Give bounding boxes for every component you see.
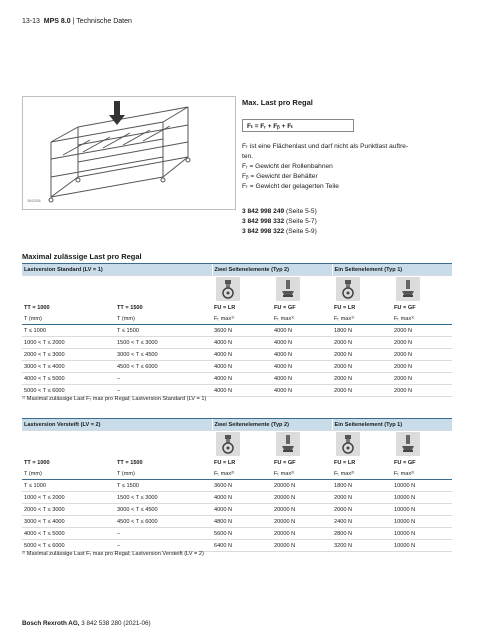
table-cell: 4000 N (272, 337, 332, 349)
load-table-stiffened (22, 418, 452, 552)
table-row (22, 492, 452, 504)
table-cell: 3600 N (212, 325, 272, 337)
column-header: Fₜ max²⁾ (392, 468, 452, 480)
table-cell: 2000 N (392, 385, 452, 397)
caster-wheel-icon (216, 277, 240, 301)
table-cell: 2000 N (332, 361, 392, 373)
table-cell: 20000 N (272, 504, 332, 516)
description-line: ten. (242, 153, 253, 160)
page-number: 13-13 (22, 18, 40, 25)
column-header: T (mm) (22, 468, 115, 480)
table-cell: 6400 N (212, 540, 272, 552)
table-row (22, 540, 452, 552)
icon-cell (212, 431, 272, 458)
table-row (22, 373, 452, 385)
section-title: Maximal zulässige Last pro Regal (22, 252, 142, 261)
table-cell: 4000 N (212, 504, 272, 516)
table-footnote: ²⁾ Maximal zulässige Last Fₜ max pro Regal; Lastversion Versteift (LV = 2) (22, 551, 204, 557)
part-references (242, 207, 317, 237)
table-cell: 10000 N (392, 540, 452, 552)
table-cell: 2000 N (332, 337, 392, 349)
table-row (22, 337, 452, 349)
column-header: FU = LR (214, 459, 236, 466)
table-cell: 4000 N (212, 492, 272, 504)
table-cell: 2400 N (332, 516, 392, 528)
table-cell: 2000 N (332, 373, 392, 385)
table-cell: 20000 N (272, 480, 332, 492)
column-header: T (mm) (115, 468, 212, 480)
table-cell: – (115, 528, 212, 540)
table-cell: – (115, 373, 212, 385)
table-cell: 4000 N (272, 361, 332, 373)
table-cell: 4000 N (212, 337, 272, 349)
caster-wheel-icon (336, 432, 360, 456)
column-header: Fₜ max¹⁾ (212, 313, 272, 325)
table-cell: 2000 N (332, 349, 392, 361)
part-number[interactable]: 3 842 998 332 (242, 218, 285, 225)
empty-cell (115, 431, 212, 458)
table-cell: 1500 < T ≤ 3000 (115, 492, 212, 504)
table-cell: 5000 < T ≤ 6000 (22, 540, 115, 552)
table-cell: 20000 N (272, 540, 332, 552)
table-cell: 10000 N (392, 492, 452, 504)
leveling-foot-icon (396, 432, 420, 456)
table-cell: 4000 N (212, 361, 272, 373)
shelf-drawing-icon (23, 97, 235, 209)
leveling-foot-icon (396, 277, 420, 301)
table-cell: 2000 N (392, 325, 452, 337)
table-cell: 4000 N (212, 385, 272, 397)
column-header: T (mm) (22, 313, 115, 325)
table-cell: 5000 < T ≤ 6000 (22, 385, 115, 397)
part-reference (242, 227, 317, 237)
table-cell: 4000 N (212, 373, 272, 385)
table-cell: 3000 < T ≤ 4000 (22, 361, 115, 373)
table-cell: 5600 N (212, 528, 272, 540)
part-number[interactable]: 3 842 998 322 (242, 228, 285, 235)
table-cell: T ≤ 1000 (22, 480, 115, 492)
load-formula: Fₜ = Fᵣ + Fᵦ + Fₜ (242, 119, 354, 132)
table-cell: 4000 N (272, 325, 332, 337)
group-header-load-version: Lastversion Versteift (LV = 2) (22, 419, 212, 431)
group-header-load-version: Lastversion Standard (LV = 1) (22, 264, 212, 276)
page-ref: (Seite 5-5) (286, 208, 317, 215)
table-cell: – (115, 540, 212, 552)
group-header-two-side: Zwei Seitenelemente (Typ 2) (212, 264, 332, 276)
column-header: FU = LR (214, 304, 236, 311)
column-header: FU = GF (274, 304, 296, 311)
table-cell: 3000 < T ≤ 4500 (115, 504, 212, 516)
column-header: Fₜ max¹⁾ (392, 313, 452, 325)
page-header (22, 18, 132, 25)
document-number: 3 842 538 280 (2021-06) (81, 620, 151, 627)
empty-cell (22, 431, 115, 458)
table-cell: 2000 N (392, 373, 452, 385)
caster-wheel-icon (216, 432, 240, 456)
column-header: FU = GF (394, 459, 416, 466)
header-separator: | (72, 18, 75, 25)
leveling-foot-icon (276, 277, 300, 301)
page-ref: (Seite 5-9) (286, 228, 317, 235)
table-cell: 1800 N (332, 325, 392, 337)
load-table-standard (22, 263, 452, 397)
column-header: TT = 1500 (117, 304, 143, 311)
table-cell: 10000 N (392, 504, 452, 516)
icon-cell (392, 276, 452, 303)
column-header: Fₜ max²⁾ (212, 468, 272, 480)
table-cell: 3000 < T ≤ 4500 (115, 349, 212, 361)
table-cell: 4500 < T ≤ 6000 (115, 516, 212, 528)
table-cell: 2800 N (332, 528, 392, 540)
table-cell: 2000 N (332, 492, 392, 504)
table-cell: 10000 N (392, 480, 452, 492)
description-line: Fᵦ = Gewicht der Behälter (242, 173, 318, 180)
leveling-foot-icon (276, 432, 300, 456)
table-cell: 2000 N (332, 504, 392, 516)
empty-cell (115, 276, 212, 303)
icon-cell (272, 431, 332, 458)
part-reference (242, 217, 317, 227)
table-cell: 3000 < T ≤ 4000 (22, 516, 115, 528)
description-line: Fₜ ist eine Flächenlast und darf nicht als Punktlast auftre- (242, 143, 409, 150)
icon-cell (332, 276, 392, 303)
doc-title: MPS 8.0 (43, 18, 71, 25)
table-row (22, 528, 452, 540)
figure-code: 3842536 (27, 199, 41, 203)
column-header: FU = LR (334, 459, 356, 466)
column-header: FU = GF (274, 459, 296, 466)
icon-cell (332, 431, 392, 458)
page-footer (22, 620, 151, 627)
table-cell: 20000 N (272, 492, 332, 504)
caster-wheel-icon (336, 277, 360, 301)
icon-cell (212, 276, 272, 303)
table-row (22, 504, 452, 516)
table-row (22, 325, 452, 337)
table-cell: 4000 < T ≤ 5000 (22, 528, 115, 540)
table-cell: 2000 N (392, 337, 452, 349)
part-reference (242, 207, 317, 217)
icon-cell (272, 276, 332, 303)
company-name: Bosch Rexroth AG, (22, 620, 80, 627)
column-header: TT = 1500 (117, 459, 143, 466)
column-header: Fₜ max²⁾ (332, 468, 392, 480)
table-row (22, 361, 452, 373)
description-line: Fₜ = Gewicht der gelagerten Teile (242, 183, 339, 190)
table-row (22, 349, 452, 361)
table-cell: 2000 N (332, 385, 392, 397)
table-row (22, 385, 452, 397)
group-header-one-side: Ein Seitenelement (Typ 1) (332, 264, 452, 276)
column-header: TT = 1000 (24, 459, 50, 466)
table-cell: 2000 N (392, 349, 452, 361)
load-title: Max. Last pro Regal (242, 98, 313, 107)
column-header: T (mm) (115, 313, 212, 325)
table-cell: 10000 N (392, 528, 452, 540)
table-cell: 4500 < T ≤ 6000 (115, 361, 212, 373)
table-cell: 2000 < T ≤ 3000 (22, 349, 115, 361)
table-cell: 3600 N (212, 480, 272, 492)
part-number[interactable]: 3 842 998 249 (242, 208, 285, 215)
column-header: Fₜ max¹⁾ (272, 313, 332, 325)
page-ref: (Seite 5-7) (286, 218, 317, 225)
shelf-figure (22, 96, 236, 210)
table-row (22, 480, 452, 492)
icon-cell (392, 431, 452, 458)
table-footnote: ¹⁾ Maximal zulässige Last Fₜ max pro Regal; Lastversion Standard (LV = 1) (22, 396, 207, 402)
table-cell: 4000 N (272, 349, 332, 361)
table-row (22, 516, 452, 528)
table-cell: 20000 N (272, 528, 332, 540)
column-header: FU = GF (394, 304, 416, 311)
table-cell: 1000 < T ≤ 2000 (22, 492, 115, 504)
column-header: Fₜ max²⁾ (272, 468, 332, 480)
table-cell: 1000 < T ≤ 2000 (22, 337, 115, 349)
doc-subtitle: Technische Daten (76, 18, 132, 25)
table-cell: 4800 N (212, 516, 272, 528)
column-header: Fₜ max¹⁾ (332, 313, 392, 325)
column-header: FU = LR (334, 304, 356, 311)
group-header-two-side: Zwei Seitenelemente (Typ 2) (212, 419, 332, 431)
table-cell: 4000 N (272, 385, 332, 397)
table-cell: 2000 < T ≤ 3000 (22, 504, 115, 516)
column-header: TT = 1000 (24, 304, 50, 311)
table-cell: 4000 N (212, 349, 272, 361)
table-cell: T ≤ 1000 (22, 325, 115, 337)
table-cell: 4000 < T ≤ 5000 (22, 373, 115, 385)
table-cell: T ≤ 1500 (115, 480, 212, 492)
table-cell: 10000 N (392, 516, 452, 528)
table-cell: 1500 < T ≤ 3000 (115, 337, 212, 349)
table-cell: 20000 N (272, 516, 332, 528)
group-header-one-side: Ein Seitenelement (Typ 1) (332, 419, 452, 431)
description-line: Fᵣ = Gewicht der Rollenbahnen (242, 163, 333, 170)
table-cell: 3200 N (332, 540, 392, 552)
empty-cell (22, 276, 115, 303)
table-cell: – (115, 385, 212, 397)
table-cell: 4000 N (272, 373, 332, 385)
table-cell: 2000 N (392, 361, 452, 373)
table-cell: T ≤ 1500 (115, 325, 212, 337)
table-cell: 1800 N (332, 480, 392, 492)
load-description (242, 142, 462, 192)
